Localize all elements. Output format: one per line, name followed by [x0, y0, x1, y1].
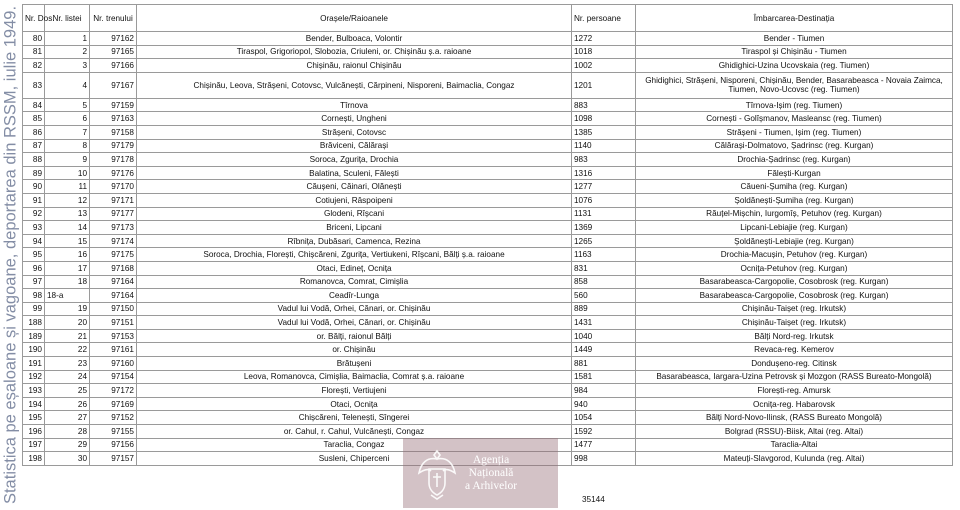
- cell-destination: Basarabeasca, Iargara-Uzina Petrovsk și Mozgon (RASS Bureato-Mongolă): [636, 370, 953, 384]
- cell-dos: 190: [23, 343, 45, 357]
- cell-destination: Ocnița-Petuhov (reg. Kurgan): [636, 261, 953, 275]
- cell-places: Taraclia, Congaz: [137, 438, 572, 452]
- cell-persons: 1018: [572, 45, 636, 59]
- cell-places: Romanovca, Comrat, Cimișlia: [137, 275, 572, 289]
- cell-destination: Tîrnova-Ișim (reg. Tiumen): [636, 98, 953, 112]
- cell-list: 22: [45, 343, 90, 357]
- cell-list: 18-a: [45, 289, 90, 303]
- cell-destination: Ocnița-reg. Habarovsk: [636, 397, 953, 411]
- cell-list: 6: [45, 112, 90, 126]
- cell-train: 97151: [90, 316, 137, 330]
- table-row: [23, 425, 953, 439]
- cell-persons: 883: [572, 98, 636, 112]
- cell-destination: Ghidighici-Uzina Ucovskaia (reg. Tiumen): [636, 59, 953, 73]
- cell-persons: 1449: [572, 343, 636, 357]
- cell-train: 97178: [90, 153, 137, 167]
- cell-destination: Ghidighici, Strășeni, Nisporeni, Chișinău, Bender, Basarabeasca - Novaia Zaimca, Tiumen, Novo-Ucovsc (reg. Tiumen): [636, 72, 953, 98]
- cell-dos: 195: [23, 411, 45, 425]
- cell-persons: 1592: [572, 425, 636, 439]
- cell-train: 97169: [90, 397, 137, 411]
- table-row: [23, 329, 953, 343]
- cell-dos: 88: [23, 153, 45, 167]
- cell-persons: 560: [572, 289, 636, 303]
- cell-train: 97154: [90, 370, 137, 384]
- cell-list: 18: [45, 275, 90, 289]
- cell-persons: 1277: [572, 180, 636, 194]
- total-persons: 35144: [582, 495, 605, 504]
- cell-persons: 881: [572, 357, 636, 371]
- cell-destination: Fălești-Kurgan: [636, 166, 953, 180]
- table-row: [23, 193, 953, 207]
- cell-dos: 89: [23, 166, 45, 180]
- header-places: Orașele/Raioanele: [137, 5, 572, 32]
- cell-list: 27: [45, 411, 90, 425]
- cell-dos: 86: [23, 125, 45, 139]
- cell-places: Rîbnița, Dubăsari, Camenca, Rezina: [137, 234, 572, 248]
- table-row: [23, 397, 953, 411]
- cell-persons: 831: [572, 261, 636, 275]
- table-row: [23, 125, 953, 139]
- cell-train: 97163: [90, 112, 137, 126]
- cell-list: 4: [45, 72, 90, 98]
- cell-list: 5: [45, 98, 90, 112]
- cell-persons: 1581: [572, 370, 636, 384]
- cell-destination: Chișinău-Taișet (reg. Irkutsk): [636, 316, 953, 330]
- cell-dos: 192: [23, 370, 45, 384]
- table-row: [23, 289, 953, 303]
- cell-destination: Florești-reg. Amursk: [636, 384, 953, 398]
- cell-destination: Lipcani-Lebiajie (reg. Kurgan): [636, 221, 953, 235]
- table-row: [23, 72, 953, 98]
- cell-dos: 189: [23, 329, 45, 343]
- cell-list: 13: [45, 207, 90, 221]
- table-row: [23, 153, 953, 167]
- cell-places: Vadul lui Vodă, Orhei, Cănari, or. Chișinău: [137, 316, 572, 330]
- cell-places: Cotiujeni, Râspoipeni: [137, 193, 572, 207]
- cell-places: Vadul lui Vodă, Orhei, Cănari, or. Chișinău: [137, 302, 572, 316]
- cell-places: Glodeni, Rîșcani: [137, 207, 572, 221]
- table-row: [23, 59, 953, 73]
- cell-list: 24: [45, 370, 90, 384]
- cell-places: Susleni, Chiperceni: [137, 452, 572, 466]
- table-row: [23, 139, 953, 153]
- cell-train: 97179: [90, 139, 137, 153]
- cell-persons: 1369: [572, 221, 636, 235]
- cell-places: Tîrnova: [137, 98, 572, 112]
- cell-persons: 1131: [572, 207, 636, 221]
- table-row: [23, 261, 953, 275]
- cell-destination: Mateuți-Slavgorod, Kulunda (reg. Altai): [636, 452, 953, 466]
- cell-train: 97160: [90, 357, 137, 371]
- cell-destination: Dondușeno-reg. Citinsk: [636, 357, 953, 371]
- cell-dos: 194: [23, 397, 45, 411]
- cell-list: 28: [45, 425, 90, 439]
- cell-list: 16: [45, 248, 90, 262]
- cell-places: Căușeni, Căinari, Olănești: [137, 180, 572, 194]
- cell-train: 97165: [90, 45, 137, 59]
- cell-persons: 1002: [572, 59, 636, 73]
- cell-list: 25: [45, 384, 90, 398]
- side-caption-text: Statistica pe eșaloane și vagoane, deportarea din RSSM, iulie 1949.: [1, 5, 20, 505]
- table-header: [23, 5, 953, 32]
- cell-train: 97177: [90, 207, 137, 221]
- table-row: [23, 411, 953, 425]
- cell-persons: 1054: [572, 411, 636, 425]
- cell-places: Bender, Bulboaca, Volontir: [137, 32, 572, 46]
- cell-destination: Bender - Tiumen: [636, 32, 953, 46]
- cell-persons: 1076: [572, 193, 636, 207]
- cell-list: 23: [45, 357, 90, 371]
- cell-dos: 193: [23, 384, 45, 398]
- cell-train: 97171: [90, 193, 137, 207]
- cell-dos: 90: [23, 180, 45, 194]
- table-row: [23, 275, 953, 289]
- cell-persons: 1140: [572, 139, 636, 153]
- cell-train: 97174: [90, 234, 137, 248]
- table-row: [23, 234, 953, 248]
- cell-train: 97164: [90, 289, 137, 303]
- cell-dos: 188: [23, 316, 45, 330]
- cell-destination: Basarabeasca-Cargopolie, Cosobrosk (reg. Kurgan): [636, 275, 953, 289]
- cell-train: 97176: [90, 166, 137, 180]
- table-row: [23, 370, 953, 384]
- cell-dos: 97: [23, 275, 45, 289]
- header-list: Nr. listei: [45, 5, 90, 32]
- cell-train: 97159: [90, 98, 137, 112]
- header-dos: Nr. Dos.: [23, 5, 45, 32]
- cell-destination: Bălți Nord-reg. Irkutsk: [636, 329, 953, 343]
- watermark-line-1: Agenția: [472, 453, 510, 466]
- table-row: [23, 316, 953, 330]
- cell-list: 14: [45, 221, 90, 235]
- cell-list: 19: [45, 302, 90, 316]
- watermark-line-3: a Arhivelor: [465, 479, 518, 492]
- cell-places: Ceadîr-Lunga: [137, 289, 572, 303]
- cell-destination: Drochia-Macușin, Petuhov (reg. Kurgan): [636, 248, 953, 262]
- deportation-table-sheet: [22, 4, 952, 466]
- table-row: [23, 221, 953, 235]
- cell-train: 97172: [90, 384, 137, 398]
- cell-dos: 94: [23, 234, 45, 248]
- coat-of-arms-icon: [417, 445, 457, 501]
- cell-list: 29: [45, 438, 90, 452]
- cell-dos: 92: [23, 207, 45, 221]
- cell-places: Tiraspol, Grigoriopol, Slobozia, Criuleni, or. Chișinău ș.a. raioane: [137, 45, 572, 59]
- cell-train: 97153: [90, 329, 137, 343]
- table-row: [23, 357, 953, 371]
- cell-dos: 196: [23, 425, 45, 439]
- cell-list: 7: [45, 125, 90, 139]
- watermark-line-2: Națională: [468, 466, 514, 479]
- header-destination: Îmbarcarea-Destinația: [636, 5, 953, 32]
- cell-places: Cornești, Ungheni: [137, 112, 572, 126]
- cell-places: Soroca, Zgurița, Drochia: [137, 153, 572, 167]
- cell-train: 97150: [90, 302, 137, 316]
- cell-dos: 93: [23, 221, 45, 235]
- cell-train: 97155: [90, 425, 137, 439]
- cell-destination: Răuțel-Mișchin, Iurgomîș, Petuhov (reg. Kurgan): [636, 207, 953, 221]
- cell-destination: Căueni-Șumiha (reg. Kurgan): [636, 180, 953, 194]
- cell-places: Strășeni, Cotovsc: [137, 125, 572, 139]
- cell-dos: 81: [23, 45, 45, 59]
- cell-train: 97152: [90, 411, 137, 425]
- cell-list: 20: [45, 316, 90, 330]
- cell-dos: 91: [23, 193, 45, 207]
- cell-places: or. Bălți, raionul Bălți: [137, 329, 572, 343]
- cell-dos: 85: [23, 112, 45, 126]
- cell-train: 97166: [90, 59, 137, 73]
- table-row: [23, 45, 953, 59]
- cell-places: Leova, Romanovca, Cimișlia, Baimaclia, Comrat ș.a. raioane: [137, 370, 572, 384]
- deportation-table: [22, 4, 953, 466]
- cell-list: 2: [45, 45, 90, 59]
- table-row: [23, 207, 953, 221]
- cell-list: 1: [45, 32, 90, 46]
- cell-persons: 858: [572, 275, 636, 289]
- cell-dos: 191: [23, 357, 45, 371]
- cell-persons: 1163: [572, 248, 636, 262]
- table-row: [23, 112, 953, 126]
- cell-destination: Bolgrad (RSSU)-Biisk, Altai (reg. Altai): [636, 425, 953, 439]
- cell-persons: 1272: [572, 32, 636, 46]
- cell-dos: 99: [23, 302, 45, 316]
- header-persons: Nr. persoane: [572, 5, 636, 32]
- cell-places: Chișinău, raionul Chișinău: [137, 59, 572, 73]
- table-row: [23, 248, 953, 262]
- cell-persons: 984: [572, 384, 636, 398]
- cell-list: 3: [45, 59, 90, 73]
- table-row: [23, 32, 953, 46]
- cell-destination: Cornești - Golîșmanov, Masleansc (reg. Tiumen): [636, 112, 953, 126]
- cell-places: Soroca, Drochia, Florești, Chișcăreni, Zgurița, Vertiukeni, Rîșcani, Bălți ș.a. raioane: [137, 248, 572, 262]
- cell-places: Chișinău, Leova, Strășeni, Cotovsc, Vulcănești, Cărpineni, Nisporeni, Baimaclia, Congaz: [137, 72, 572, 98]
- cell-train: 97157: [90, 452, 137, 466]
- archive-watermark: [403, 438, 558, 508]
- cell-train: 97156: [90, 438, 137, 452]
- cell-places: Brăviceni, Călărași: [137, 139, 572, 153]
- side-caption: [0, 0, 22, 510]
- cell-places: Chișcăreni, Telenești, Sîngerei: [137, 411, 572, 425]
- cell-persons: 998: [572, 452, 636, 466]
- cell-places: or. Chișinău: [137, 343, 572, 357]
- cell-persons: 983: [572, 153, 636, 167]
- cell-list: 11: [45, 180, 90, 194]
- cell-list: 9: [45, 153, 90, 167]
- cell-dos: 95: [23, 248, 45, 262]
- cell-train: 97162: [90, 32, 137, 46]
- cell-persons: 889: [572, 302, 636, 316]
- cell-train: 97158: [90, 125, 137, 139]
- cell-list: 30: [45, 452, 90, 466]
- cell-persons: 940: [572, 397, 636, 411]
- cell-destination: Șoldănești-Șumiha (reg. Kurgan): [636, 193, 953, 207]
- cell-list: 17: [45, 261, 90, 275]
- cell-dos: 80: [23, 32, 45, 46]
- cell-persons: 1385: [572, 125, 636, 139]
- cell-train: 97168: [90, 261, 137, 275]
- cell-places: Florești, Vertiujeni: [137, 384, 572, 398]
- cell-places: Otaci, Edineț, Ocnița: [137, 261, 572, 275]
- table-row: [23, 166, 953, 180]
- cell-places: Brătușeni: [137, 357, 572, 371]
- cell-list: 26: [45, 397, 90, 411]
- cell-dos: 98: [23, 289, 45, 303]
- cell-dos: 197: [23, 438, 45, 452]
- cell-places: or. Cahul, r. Cahul, Vulcănești, Congaz: [137, 425, 572, 439]
- table-row: [23, 180, 953, 194]
- table-row: [23, 384, 953, 398]
- cell-train: 97175: [90, 248, 137, 262]
- watermark-text: [465, 454, 517, 493]
- cell-train: 97173: [90, 221, 137, 235]
- cell-persons: 1265: [572, 234, 636, 248]
- cell-list: 8: [45, 139, 90, 153]
- cell-persons: 1316: [572, 166, 636, 180]
- cell-persons: 1201: [572, 72, 636, 98]
- table-row: [23, 98, 953, 112]
- cell-destination: Chișinău-Taișet (reg. Irkutsk): [636, 302, 953, 316]
- cell-destination: Șoldănești-Lebiajie (reg. Kurgan): [636, 234, 953, 248]
- cell-persons: 1040: [572, 329, 636, 343]
- cell-dos: 96: [23, 261, 45, 275]
- cell-places: Otaci, Ocnița: [137, 397, 572, 411]
- cell-list: 10: [45, 166, 90, 180]
- cell-train: 97161: [90, 343, 137, 357]
- cell-destination: Drochia-Șadrinsc (reg. Kurgan): [636, 153, 953, 167]
- cell-dos: 84: [23, 98, 45, 112]
- cell-list: 15: [45, 234, 90, 248]
- cell-destination: Basarabeasca-Cargopolie, Cosobrosk (reg. Kurgan): [636, 289, 953, 303]
- cell-destination: Bălți Nord-Novo-Ilinsk, (RASS Bureato Mongolă): [636, 411, 953, 425]
- table-row: [23, 343, 953, 357]
- cell-dos: 82: [23, 59, 45, 73]
- cell-persons: 1477: [572, 438, 636, 452]
- cell-destination: Strășeni - Tiumen, Ișim (reg. Tiumen): [636, 125, 953, 139]
- cell-places: Balatina, Sculeni, Fălești: [137, 166, 572, 180]
- cell-destination: Taraclia-Altai: [636, 438, 953, 452]
- table-row: [23, 302, 953, 316]
- cell-dos: 87: [23, 139, 45, 153]
- cell-list: 12: [45, 193, 90, 207]
- header-train: Nr. trenului: [90, 5, 137, 32]
- cell-train: 97164: [90, 275, 137, 289]
- cell-destination: Revaca-reg. Kemerov: [636, 343, 953, 357]
- cell-persons: 1098: [572, 112, 636, 126]
- cell-train: 97167: [90, 72, 137, 98]
- table-body: [23, 32, 953, 466]
- cell-train: 97170: [90, 180, 137, 194]
- cell-destination: Tiraspol și Chișinău - Tiumen: [636, 45, 953, 59]
- cell-destination: Călărași-Dolmatovo, Șadrinsc (reg. Kurgan): [636, 139, 953, 153]
- cell-dos: 198: [23, 452, 45, 466]
- cell-places: Briceni, Lipcani: [137, 221, 572, 235]
- cell-list: 21: [45, 329, 90, 343]
- cell-persons: 1431: [572, 316, 636, 330]
- cell-dos: 83: [23, 72, 45, 98]
